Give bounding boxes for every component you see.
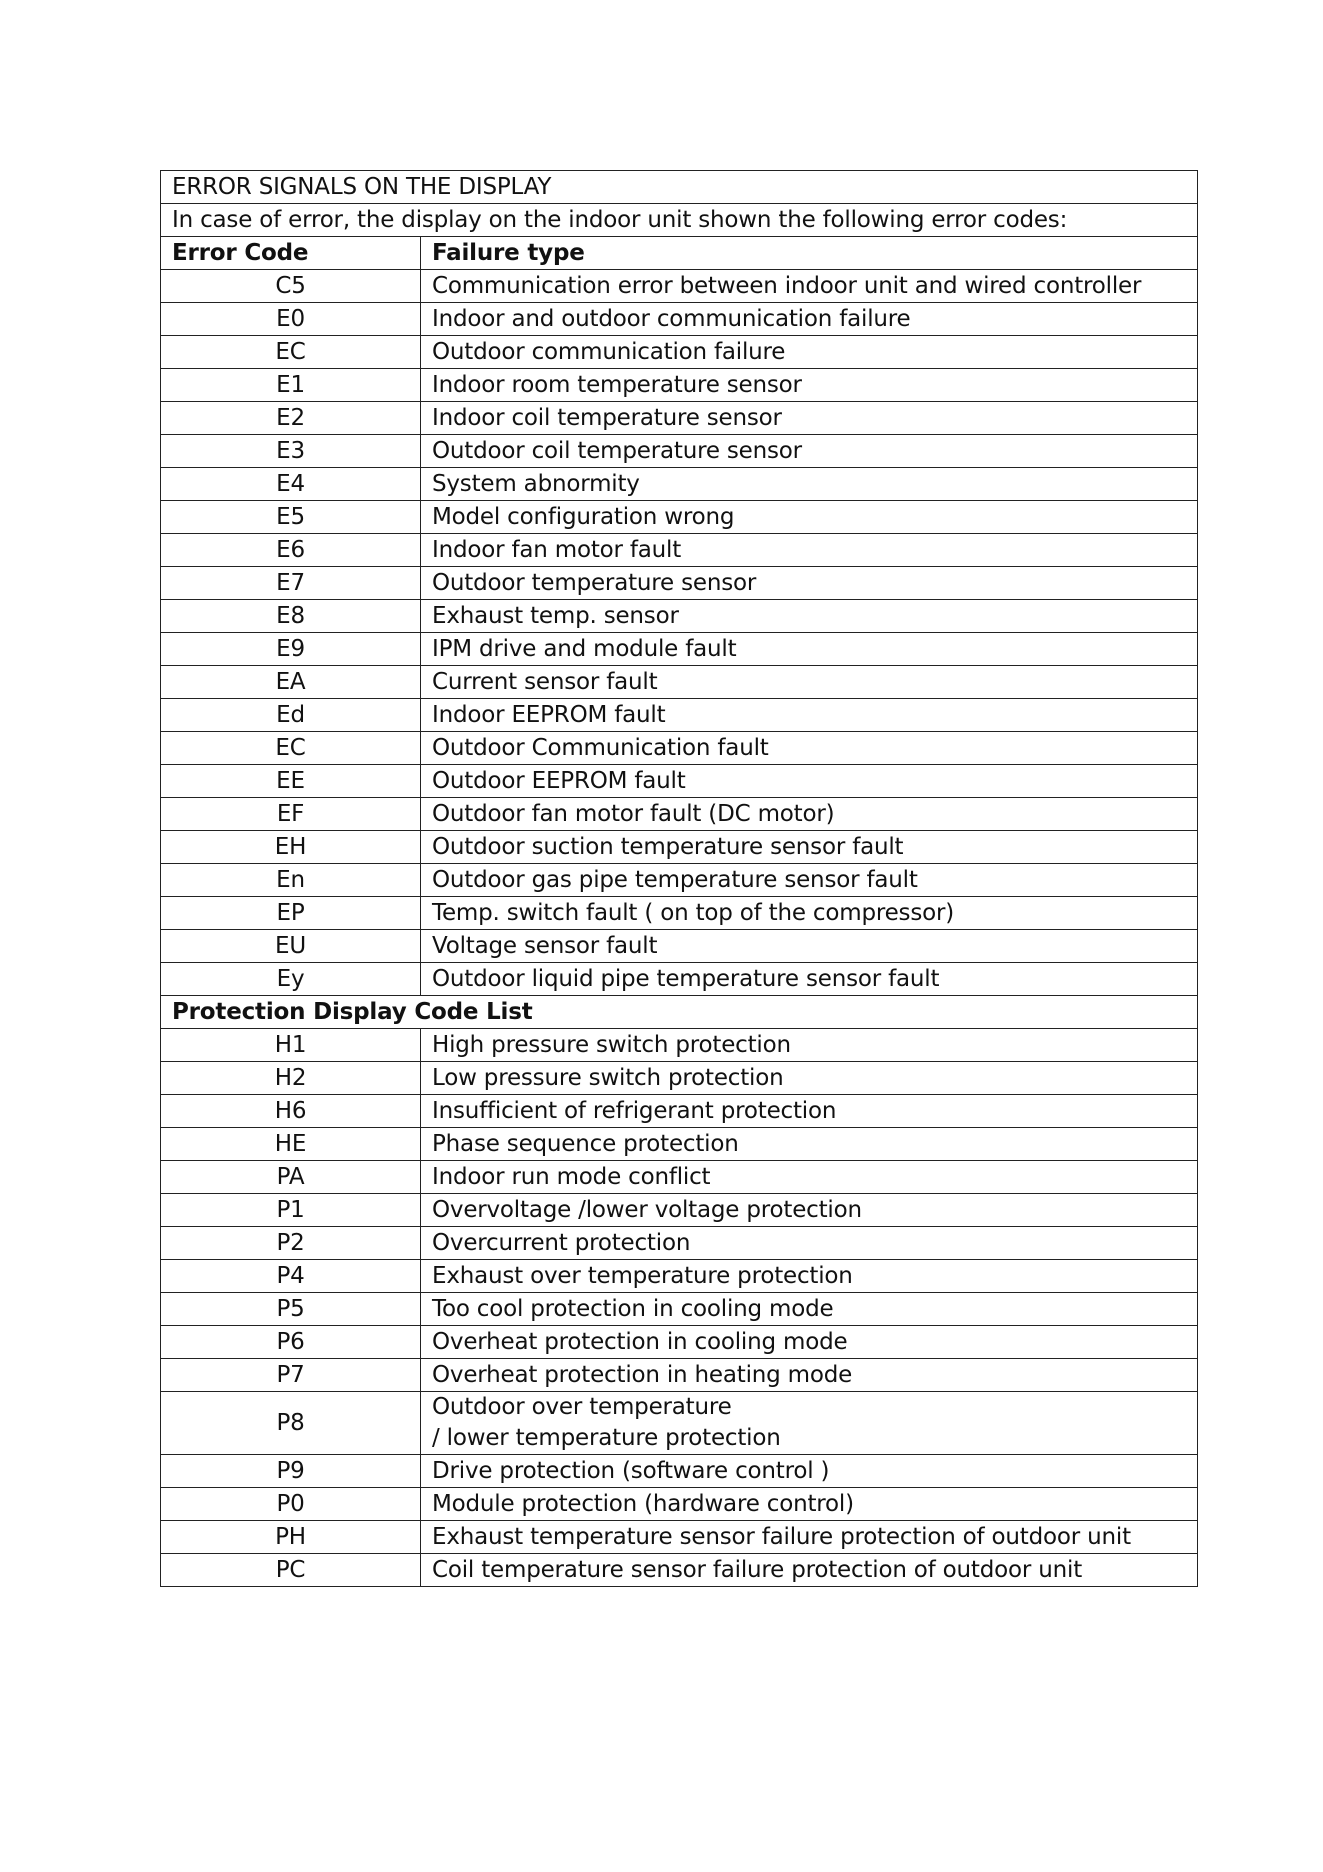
code-cell: E8 bbox=[161, 600, 421, 633]
table-row bbox=[161, 435, 1198, 468]
code-cell: PA bbox=[161, 1161, 421, 1194]
failure-type-cell: Low pressure switch protection bbox=[421, 1062, 1198, 1095]
code-cell: E9 bbox=[161, 633, 421, 666]
table-row bbox=[161, 468, 1198, 501]
table-intro: In case of error, the display on the indoor unit shown the following error codes: bbox=[161, 204, 1198, 237]
code-cell: P7 bbox=[161, 1359, 421, 1392]
failure-type-cell: Outdoor temperature sensor bbox=[421, 567, 1198, 600]
code-cell: Ey bbox=[161, 963, 421, 996]
table-row bbox=[161, 336, 1198, 369]
code-cell: P5 bbox=[161, 1293, 421, 1326]
failure-type-cell: Model configuration wrong bbox=[421, 501, 1198, 534]
failure-type-cell: Outdoor suction temperature sensor fault bbox=[421, 831, 1198, 864]
failure-type-cell: Outdoor coil temperature sensor bbox=[421, 435, 1198, 468]
code-cell: PH bbox=[161, 1521, 421, 1554]
failure-type-cell: Outdoor communication failure bbox=[421, 336, 1198, 369]
failure-type-cell: Too cool protection in cooling mode bbox=[421, 1293, 1198, 1326]
code-cell: EF bbox=[161, 798, 421, 831]
code-cell: E4 bbox=[161, 468, 421, 501]
failure-type-cell: High pressure switch protection bbox=[421, 1029, 1198, 1062]
failure-type-cell: System abnormity bbox=[421, 468, 1198, 501]
table-row bbox=[161, 369, 1198, 402]
failure-type-cell: IPM drive and module fault bbox=[421, 633, 1198, 666]
table-row bbox=[161, 1194, 1198, 1227]
table-row bbox=[161, 666, 1198, 699]
code-cell: EC bbox=[161, 336, 421, 369]
failure-type-cell: Outdoor liquid pipe temperature sensor fault bbox=[421, 963, 1198, 996]
failure-type-cell: Outdoor fan motor fault (DC motor) bbox=[421, 798, 1198, 831]
failure-type-cell: Outdoor Communication fault bbox=[421, 732, 1198, 765]
failure-type-cell: Overheat protection in cooling mode bbox=[421, 1326, 1198, 1359]
table-row bbox=[161, 798, 1198, 831]
failure-type-cell: Indoor fan motor fault bbox=[421, 534, 1198, 567]
failure-type-cell: Indoor run mode conflict bbox=[421, 1161, 1198, 1194]
error-code-table-body bbox=[161, 171, 1198, 1587]
code-cell: PC bbox=[161, 1554, 421, 1587]
table-row bbox=[161, 600, 1198, 633]
protection-section-row bbox=[161, 996, 1198, 1029]
table-row bbox=[161, 1554, 1198, 1587]
code-cell: En bbox=[161, 864, 421, 897]
table-row bbox=[161, 1392, 1198, 1455]
code-cell: P8 bbox=[161, 1392, 421, 1455]
code-cell: E2 bbox=[161, 402, 421, 435]
failure-type-cell: Indoor and outdoor communication failure bbox=[421, 303, 1198, 336]
table-row bbox=[161, 1062, 1198, 1095]
table-row bbox=[161, 1293, 1198, 1326]
code-cell: E3 bbox=[161, 435, 421, 468]
failure-type-cell: Coil temperature sensor failure protection of outdoor unit bbox=[421, 1554, 1198, 1587]
title-row bbox=[161, 171, 1198, 204]
failure-type-cell bbox=[421, 1392, 1198, 1455]
code-cell: P0 bbox=[161, 1488, 421, 1521]
failure-type-cell: Overcurrent protection bbox=[421, 1227, 1198, 1260]
code-cell: E7 bbox=[161, 567, 421, 600]
table-row bbox=[161, 765, 1198, 798]
protection-section-title: Protection Display Code List bbox=[161, 996, 1198, 1029]
failure-type-cell: Outdoor EEPROM fault bbox=[421, 765, 1198, 798]
table-row bbox=[161, 1227, 1198, 1260]
failure-type-cell: Drive protection (software control ) bbox=[421, 1455, 1198, 1488]
code-cell: P9 bbox=[161, 1455, 421, 1488]
failure-type-cell: Outdoor gas pipe temperature sensor fault bbox=[421, 864, 1198, 897]
table-row bbox=[161, 1359, 1198, 1392]
code-cell: E5 bbox=[161, 501, 421, 534]
table-row bbox=[161, 270, 1198, 303]
code-cell: EA bbox=[161, 666, 421, 699]
intro-row bbox=[161, 204, 1198, 237]
table-row bbox=[161, 897, 1198, 930]
code-cell: EH bbox=[161, 831, 421, 864]
failure-type-line: Outdoor over temperature bbox=[432, 1394, 732, 1420]
code-cell: EC bbox=[161, 732, 421, 765]
code-cell: H2 bbox=[161, 1062, 421, 1095]
failure-type-cell: Module protection (hardware control) bbox=[421, 1488, 1198, 1521]
code-cell: HE bbox=[161, 1128, 421, 1161]
failure-type-cell: Phase sequence protection bbox=[421, 1128, 1198, 1161]
code-cell: C5 bbox=[161, 270, 421, 303]
code-cell: E0 bbox=[161, 303, 421, 336]
failure-type-cell: Exhaust temperature sensor failure protection of outdoor unit bbox=[421, 1521, 1198, 1554]
table-row bbox=[161, 1128, 1198, 1161]
table-row bbox=[161, 699, 1198, 732]
failure-type-cell: Insufficient of refrigerant protection bbox=[421, 1095, 1198, 1128]
code-cell: H6 bbox=[161, 1095, 421, 1128]
table-row bbox=[161, 831, 1198, 864]
failure-type-cell: Temp. switch fault ( on top of the compressor) bbox=[421, 897, 1198, 930]
failure-type-cell: Communication error between indoor unit and wired controller bbox=[421, 270, 1198, 303]
code-cell: EP bbox=[161, 897, 421, 930]
failure-type-cell: Overheat protection in heating mode bbox=[421, 1359, 1198, 1392]
code-cell: P2 bbox=[161, 1227, 421, 1260]
table-row bbox=[161, 303, 1198, 336]
table-row bbox=[161, 1488, 1198, 1521]
table-title: ERROR SIGNALS ON THE DISPLAY bbox=[161, 171, 1198, 204]
header-row bbox=[161, 237, 1198, 270]
table-row bbox=[161, 402, 1198, 435]
code-cell: P1 bbox=[161, 1194, 421, 1227]
failure-type-cell: Current sensor fault bbox=[421, 666, 1198, 699]
table-row bbox=[161, 1455, 1198, 1488]
table-row bbox=[161, 501, 1198, 534]
failure-type-line: / lower temperature protection bbox=[432, 1425, 781, 1451]
failure-type-cell: Exhaust temp. sensor bbox=[421, 600, 1198, 633]
table-row bbox=[161, 1029, 1198, 1062]
failure-type-cell: Voltage sensor fault bbox=[421, 930, 1198, 963]
failure-type-cell: Overvoltage /lower voltage protection bbox=[421, 1194, 1198, 1227]
failure-type-cell: Indoor room temperature sensor bbox=[421, 369, 1198, 402]
code-cell: EU bbox=[161, 930, 421, 963]
failure-type-cell: Indoor EEPROM fault bbox=[421, 699, 1198, 732]
table-row bbox=[161, 1161, 1198, 1194]
table-row bbox=[161, 930, 1198, 963]
code-cell: Ed bbox=[161, 699, 421, 732]
code-cell: P4 bbox=[161, 1260, 421, 1293]
table-row bbox=[161, 1095, 1198, 1128]
code-cell: EE bbox=[161, 765, 421, 798]
table-row bbox=[161, 963, 1198, 996]
table-row bbox=[161, 1260, 1198, 1293]
code-cell: P6 bbox=[161, 1326, 421, 1359]
table-row bbox=[161, 732, 1198, 765]
table-row bbox=[161, 534, 1198, 567]
table-row bbox=[161, 1326, 1198, 1359]
failure-type-cell: Indoor coil temperature sensor bbox=[421, 402, 1198, 435]
header-error-code: Error Code bbox=[161, 237, 421, 270]
table-row bbox=[161, 1521, 1198, 1554]
table-row bbox=[161, 633, 1198, 666]
code-cell: E6 bbox=[161, 534, 421, 567]
code-cell: E1 bbox=[161, 369, 421, 402]
code-cell: H1 bbox=[161, 1029, 421, 1062]
failure-type-cell: Exhaust over temperature protection bbox=[421, 1260, 1198, 1293]
header-failure-type: Failure type bbox=[421, 237, 1198, 270]
error-code-table bbox=[160, 170, 1198, 1587]
table-row bbox=[161, 567, 1198, 600]
table-row bbox=[161, 864, 1198, 897]
